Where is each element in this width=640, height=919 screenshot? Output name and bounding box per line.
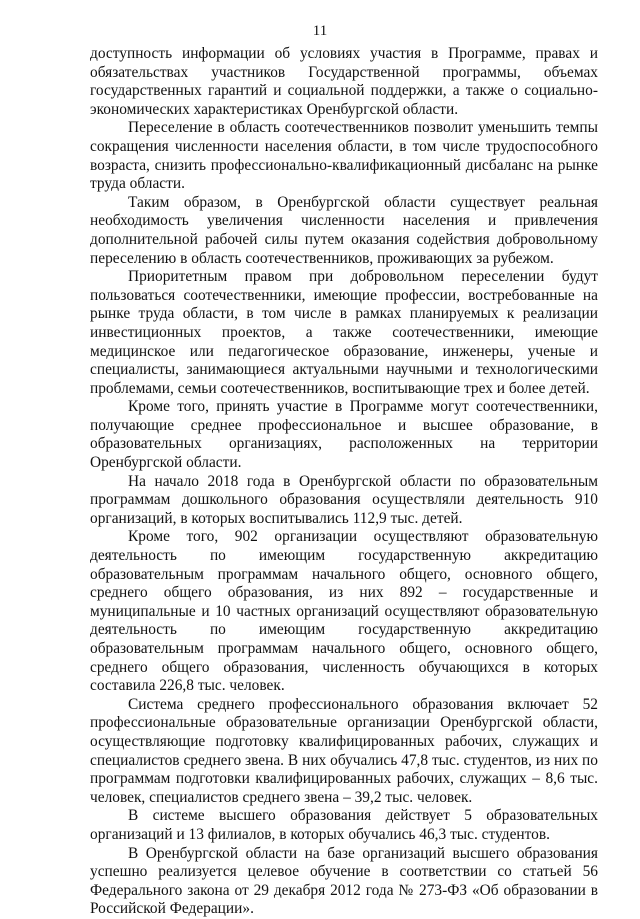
paragraph: В системе высшего образования действует 5 образовательных организаций и 13 филиалов, в которых обучались 46,3 тыс. студентов. — [90, 807, 598, 843]
paragraph-continuation: доступность информации об условиях участия в Программе, правах и обязательствах участников Государственной программы, объемах государственных гарантий и социальной поддержки, а также о социально-экономических характеристиках Оренбургской области. — [90, 45, 598, 118]
paragraph: Система среднего профессионального образования включает 52 профессиональные образовательные организации Оренбургской области, осуществляющие подготовку квалифицированных рабочих, служащих и специалистов среднего звена. В них обучались 47,8 тыс. студентов, из них по программам подготовки квалифицированных рабочих, служащих – 8,6 тыс. человек, специалистов среднего звена – 39,2 тыс. человек. — [90, 695, 598, 806]
paragraph: В Оренбургской области на базе организаций высшего образования успешно реализуется целевое обучение в соответствии со статьей 56 Федерального закона от 29 декабря 2012 года № 273-ФЗ «Об образовании в Российской Федерации». — [90, 844, 598, 918]
paragraph: Кроме того, 902 организации осуществляют образовательную деятельность по имеющим государственную аккредитацию образовательным программам начального общего, основного общего, среднего общего образования, из них 892 – государственные и муниципальные и 10 частных организаций осуществляют образовательную деятельность по имеющим государственную аккредитацию образовательным программам начального общего, основного общего, среднего общего образования, численность обучающихся в которых составила 226,8 тыс. человек. — [90, 528, 598, 695]
page-number: 11 — [312, 23, 328, 39]
paragraph: На начало 2018 года в Оренбургской области по образовательным программам дошкольного образования осуществляли деятельность 910 организаций, в которых воспитывались 112,9 тыс. детей. — [90, 472, 598, 527]
document-body — [90, 45, 598, 919]
paragraph: Приоритетным правом при добровольном переселении будут пользоваться соотечественники, имеющие профессии, востребованные на рынке труда области, в том числе в рамках планируемых к реализации инвестиционных проектов, а также соотечественники, имеющие медицинское или педагогическое образование, инженеры, ученые и специалисты, занимающиеся актуальными научными и технологическими проблемами, семьи соотечественников, воспитывающие трех и более детей. — [90, 268, 598, 397]
paragraph: Таким образом, в Оренбургской области существует реальная необходимость увеличения численности населения и привлечения дополнительной рабочей силы путем оказания содействия добровольному переселению в область соотечественников, проживающих за рубежом. — [90, 193, 598, 267]
paragraph: Кроме того, принять участие в Программе могут соотечественники, получающие среднее профессиональное и высшее образование, в образовательных организациях, расположенных на территории Оренбургской области. — [90, 398, 598, 472]
paragraph: Переселение в область соотечественников позволит уменьшить темпы сокращения численности населения области, в том числе трудоспособного возраста, снизить профессионально-квалификационный дисбаланс на рынке труда области. — [90, 119, 598, 193]
